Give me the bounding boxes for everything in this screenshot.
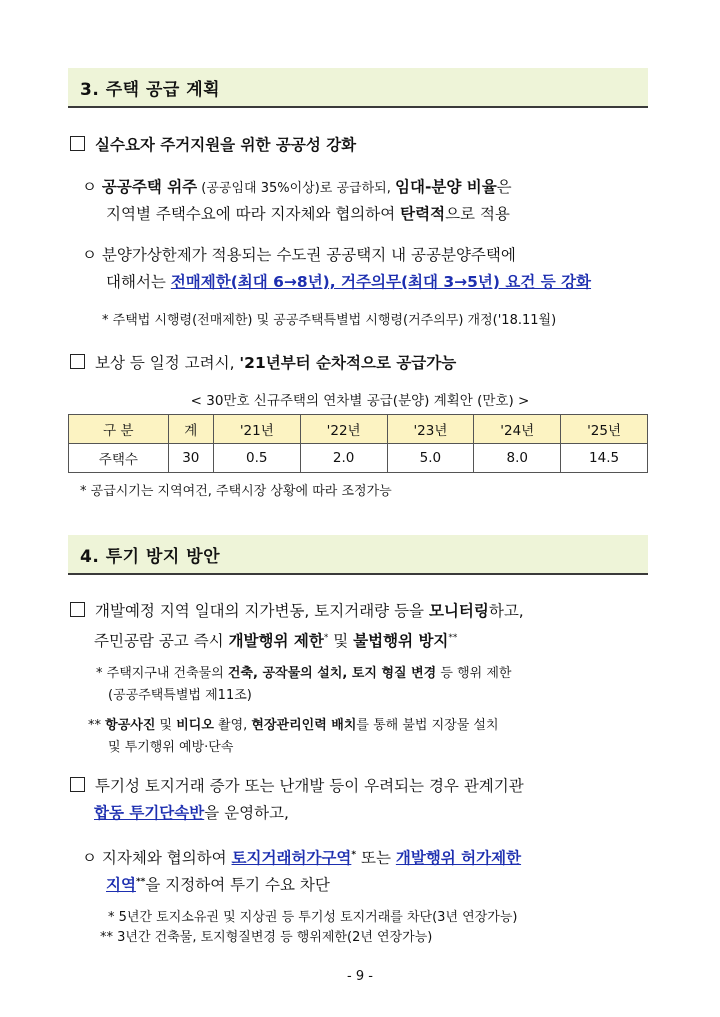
table-caption: < 30만호 신규주택의 연차별 공급(분양) 계획안 (만호) > xyxy=(190,393,530,409)
section-4-title: 4. 투기 방지 방안 xyxy=(80,546,221,567)
table-header-cell: 계 xyxy=(168,415,213,444)
table-header-cell: '24년 xyxy=(474,415,561,444)
square-bullet-icon xyxy=(70,602,85,617)
table-header-cell: '22년 xyxy=(300,415,387,444)
table-header-cell: '25년 xyxy=(561,415,648,444)
bullet-permit-zone-line2: 지역**을 지정하여 투기 수요 차단 xyxy=(106,876,330,895)
supply-plan-table xyxy=(68,414,648,473)
table-header-cell: 구 분 xyxy=(69,415,169,444)
note-aerial-photo: ** 항공사진 및 비디오 촬영, 현장관리인력 배치를 통해 불법 지장물 설치 xyxy=(88,718,499,733)
item-supply-schedule: 보상 등 일정 고려시, '21년부터 순차적으로 공급가능 xyxy=(70,352,456,374)
table-cell: 주택수 xyxy=(69,444,169,473)
item-monitoring-line2: 주민공람 공고 즉시 개발행위 제한* 및 불법행위 방지** xyxy=(94,632,458,651)
table-header-cell: '23년 xyxy=(387,415,474,444)
page-number: - 9 - xyxy=(347,969,373,984)
item-public-housing: 실수요자 주거지원을 위한 공공성 강화 xyxy=(70,134,356,156)
bullet-price-cap-2: 대해서는 전매제한(최대 6→8년), 거주의무(최대 3→5년) 요건 등 강화 xyxy=(106,273,592,291)
square-bullet-icon xyxy=(70,136,85,151)
table-cell: 14.5 xyxy=(561,444,648,473)
table-header-row xyxy=(69,415,648,444)
table-row xyxy=(69,444,648,473)
table-header-cell: '21년 xyxy=(213,415,300,444)
bullet-price-cap-1: ㅇ 분양가상한제가 적용되는 수도권 공공택지 내 공공분양주택에 xyxy=(82,246,516,264)
section-3-header xyxy=(68,68,648,108)
note-building-restriction: ** 3년간 건축물, 토지형질변경 등 행위제한(2년 연장가능) xyxy=(100,930,433,945)
square-bullet-icon xyxy=(70,777,85,792)
table-cell: 0.5 xyxy=(213,444,300,473)
note-activity-restriction-line2: (공공주택특별법 제11조) xyxy=(108,688,252,703)
note-land-transaction: * 5년간 토지소유권 및 지상권 등 투기성 토지거래를 차단(3년 연장가능) xyxy=(108,910,518,925)
note-decree-revision: * 주택법 시행령(전매제한) 및 공공주택특별법 시행령(거주의무) 개정('18.11월) xyxy=(102,313,557,328)
square-bullet-icon xyxy=(70,354,85,369)
bullet-permit-zone: ㅇ 지자체와 협의하여 토지거래허가구역* 또는 개발행위 허가제한 xyxy=(82,849,522,868)
item-crackdown: 투기성 토지거래 증가 또는 난개발 등이 우려되는 경우 관계기관 xyxy=(70,775,524,797)
note-activity-restriction: * 주택지구내 건축물의 건축, 공작물의 설치, 토지 형질 변경 등 행위 제한 xyxy=(96,666,512,681)
note-supply-timing: * 공급시기는 지역여건, 주택시장 상황에 따라 조정가능 xyxy=(80,484,392,499)
item-monitoring: 개발예정 지역 일대의 지가변동, 토지거래량 등을 모니터링하고, xyxy=(70,600,524,622)
bullet-public-housing-1-line2: 지역별 주택수요에 따라 지자체와 협의하여 탄력적으로 적용 xyxy=(106,205,510,223)
section-3-title: 3. 주택 공급 계획 xyxy=(80,79,221,100)
note-aerial-photo-line2: 및 투기행위 예방·단속 xyxy=(108,740,234,755)
bullet-public-housing-1: ㅇ 공공주택 위주 (공공임대 35%이상)로 공급하되, 임대-분양 비율은 xyxy=(82,178,512,196)
table-cell: 2.0 xyxy=(300,444,387,473)
table-cell: 5.0 xyxy=(387,444,474,473)
table-cell: 30 xyxy=(168,444,213,473)
section-4-header xyxy=(68,535,648,575)
table-cell: 8.0 xyxy=(474,444,561,473)
item-crackdown-line2: 합동 투기단속반을 운영하고, xyxy=(94,804,289,822)
